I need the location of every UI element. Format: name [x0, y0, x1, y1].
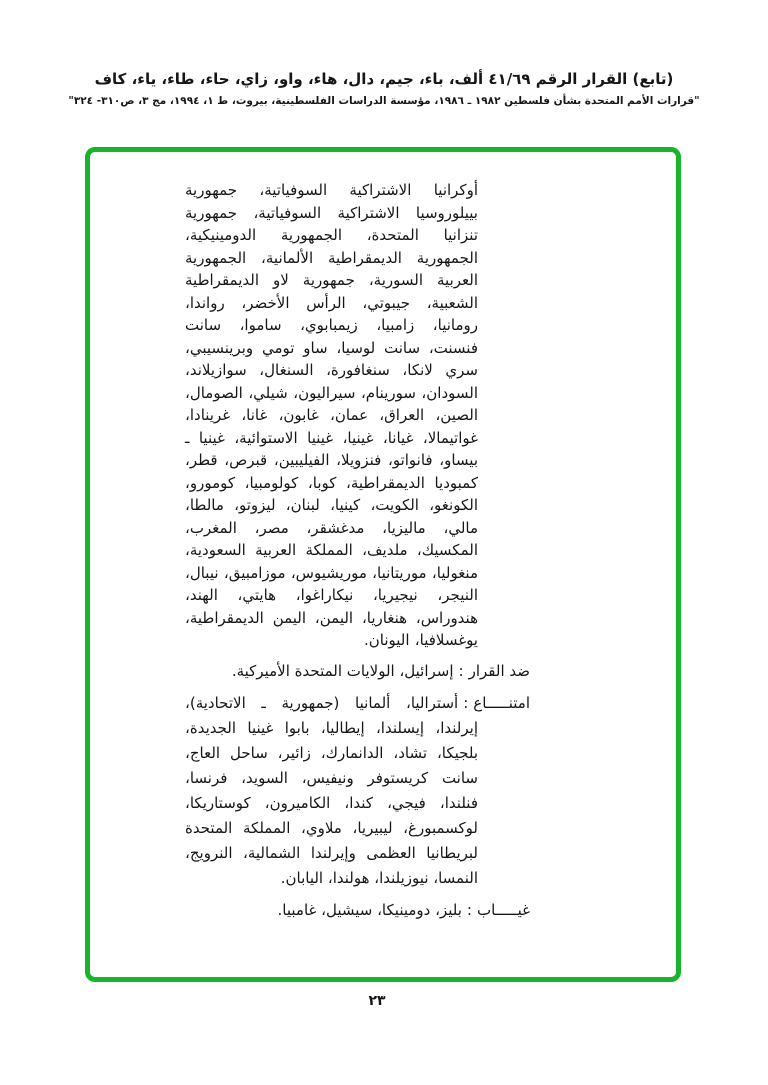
- votes-content: [90, 152, 676, 977]
- document-title: (تابع) القرار الرقم ٤١/٦٩ ألف، باء، جيم، دال، هاء، واو، زاي، حاء، طاء، ياء، كاف: [94, 70, 674, 88]
- votes-in-favor-list: أوكرانيا الاشتراكية السوفياتية، جمهورية بييلوروسيا الاشتراكية السوفياتية، جمهورية تنزانيا المتحدة، الجمهورية الدومينيكية، الجمهورية الديمقراطية الألمانية، الجمهورية العربية السورية، جمهورية لاو الديمقراطية الشعبية، جيبوتي، الرأس الأخضر، رواندا، رومانيا، زامبيا، زيمبابوي، ساموا، سانت فنسنت، سانت لوسيا، ساو تومي وبرينسيبي، سري لانكا، سنغافورة، السنغال، سوازيلاند، السودان، سورينام، سيراليون، شيلي، الصومال، الصين، العراق، عمان، غابون، غانا، غرينادا، غواتيمالا، غيانا، غينيا، غينيا الاستوائية، غينيا ـ بيساو، فانواتو، فنزويلا، الفيليبين، قبرص، قطر، كمبوديا الديمقراطية، كوبا، كولومبيا، كومورو، الكونغو، الكويت، كينيا، لبنان، ليزوتو، مالطا، مالي، ماليزيا، مدغشقر، مصر، المغرب، المكسيك، ملديف، المملكة العربية السعودية، منغوليا، موريتانيا، موريشيوس، موزامبيق، نيبال، النيجر، نيجيريا، نيكاراغوا، هايتي، الهند، هندوراس، هنغاريا، اليمن، اليمن الديمقراطية، يوغسلافيا، اليونان.: [185, 181, 478, 649]
- page-header: [0, 70, 768, 107]
- against-label: ضد القرار: [468, 661, 530, 680]
- abstain-countries: أستراليا، ألمانيا (جمهورية ـ الاتحادية)، إيرلندا، إيسلندا، إيطاليا، بابوا غينيا الجديدة، بلجيكا، تشاد، الدانمارك، زائير، ساحل العاج، سانت كريستوفر ونيفيس، السويد، فرنسا، فنلندا، فيجي، كندا، الكاميرون، كوستاريكا، لوكسمبورغ، ليبيريا، ملاوي، المملكة المتحدة لبريطانيا العظمى وإيرلندا الشمالية، النرويج، النمسا، نيوزيلندا، هولندا، اليابان.: [185, 693, 478, 887]
- page-number: ٢٣: [368, 993, 386, 1009]
- vote-section-absent: [185, 898, 530, 923]
- against-colon: :: [458, 661, 464, 680]
- vote-section-abstain: [185, 691, 530, 891]
- resolution-votes-box: [85, 147, 681, 982]
- abstain-label: امتنـــــاع: [473, 693, 530, 712]
- absent-label: غيـــــاب: [476, 900, 530, 919]
- absent-countries: بليز، دومينيكا، سيشيل، غامبيا.: [277, 900, 462, 919]
- abstain-colon: :: [463, 693, 469, 712]
- vote-section-against: [185, 659, 530, 684]
- absent-colon: :: [466, 900, 472, 919]
- against-countries: إسرائيل، الولايات المتحدة الأميركية.: [231, 661, 454, 680]
- document-source-citation: "قرارات الأمم المتحدة بشأن فلسطين ١٩٨٢ ـ ١٩٨٦، مؤسسة الدراسات الفلسطينية، بيروت، ط ١، ١٩٩٤، مج ٣، ص٣١٠- ٣٢٤": [68, 95, 700, 107]
